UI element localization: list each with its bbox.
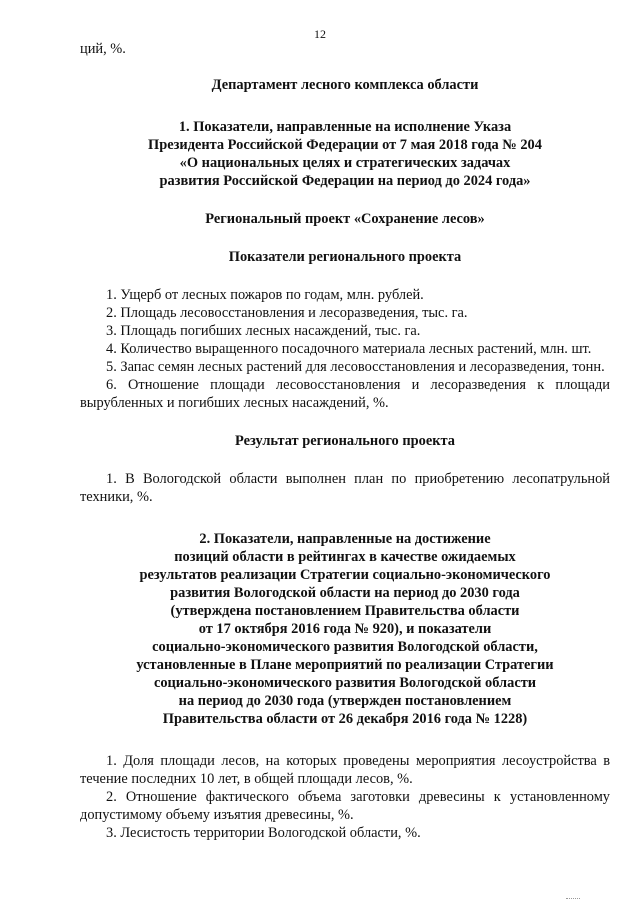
section2-title-line: от 17 октября 2016 года № 920), и показатели xyxy=(198,621,492,637)
section2-title-line: развития Вологодской области на период до 2030 года xyxy=(170,585,520,601)
section2-title-line: (утверждена постановлением Правительства области xyxy=(170,603,520,619)
page-number: 12 xyxy=(314,27,326,41)
indicator-item: 3. Площадь погибших лесных насаждений, тыс. га. xyxy=(106,323,421,339)
scan-mark xyxy=(566,892,580,899)
regional-project-heading: Региональный проект «Сохранение лесов» xyxy=(205,211,485,227)
section1-title-line: развития Российской Федерации на период до 2024 года» xyxy=(159,173,531,189)
indicator-item: 6. Отношение площади лесовосстановления и лесоразведения к площади вырубленных и погибших лесных насаждений, %. xyxy=(80,377,610,411)
indicator-item: 4. Количество выращенного посадочного материала лесных растений, млн. шт. xyxy=(106,341,592,357)
indicator-item: 2. Отношение фактического объема заготовки древесины к установленному допустимому объему изъятия древесины, %. xyxy=(80,789,610,823)
section2-title-line: на период до 2030 года (утвержден постановлением xyxy=(178,693,512,709)
section2-title-line: социально-экономического развития Вологодской области xyxy=(153,675,537,691)
section2-title-line: позиций области в рейтингах в качестве ожидаемых xyxy=(174,549,516,565)
indicator-item: 2. Площадь лесовосстановления и лесоразведения, тыс. га. xyxy=(106,305,468,321)
result-item: 1. В Вологодской области выполнен план по приобретению лесопатрульной техники, %. xyxy=(80,471,610,505)
section1-title-line: 1. Показатели, направленные на исполнение Указа xyxy=(178,119,512,135)
result-heading: Результат регионального проекта xyxy=(235,433,455,449)
section1-title-line: Президента Российской Федерации от 7 мая 2018 года № 204 xyxy=(148,137,542,153)
section2-title-line: результатов реализации Стратегии социально-экономического xyxy=(139,567,551,583)
indicator-item: 1. Ущерб от лесных пожаров по годам, млн. рублей. xyxy=(106,287,424,303)
section2-title-line: установленные в Плане мероприятий по реализации Стратегии xyxy=(136,657,554,673)
section1-title xyxy=(80,118,610,190)
section2-title-line: Правительства области от 26 декабря 2016 года № 1228) xyxy=(162,711,528,727)
section2-title-line: 2. Показатели, направленные на достижение xyxy=(199,531,491,547)
indicator-item: 3. Лесистость территории Вологодской области, %. xyxy=(106,825,421,841)
section2-title-line: социально-экономического развития Вологодской области, xyxy=(152,639,538,655)
department-heading: Департамент лесного комплекса области xyxy=(211,77,479,93)
section2-title xyxy=(80,530,610,728)
indicator-item: 1. Доля площади лесов, на которых проведены мероприятия лесоустройства в течение последних 10 лет, в общей площади лесов, %. xyxy=(80,753,610,787)
document-body xyxy=(80,40,610,842)
indicators-heading: Показатели регионального проекта xyxy=(228,249,462,265)
indicator-item: 5. Запас семян лесных растений для лесовосстановления и лесоразведения, тонн. xyxy=(106,359,605,375)
continuation-text: ций, %. xyxy=(80,41,126,57)
section1-title-line: «О национальных целях и стратегических задачах xyxy=(179,155,511,171)
